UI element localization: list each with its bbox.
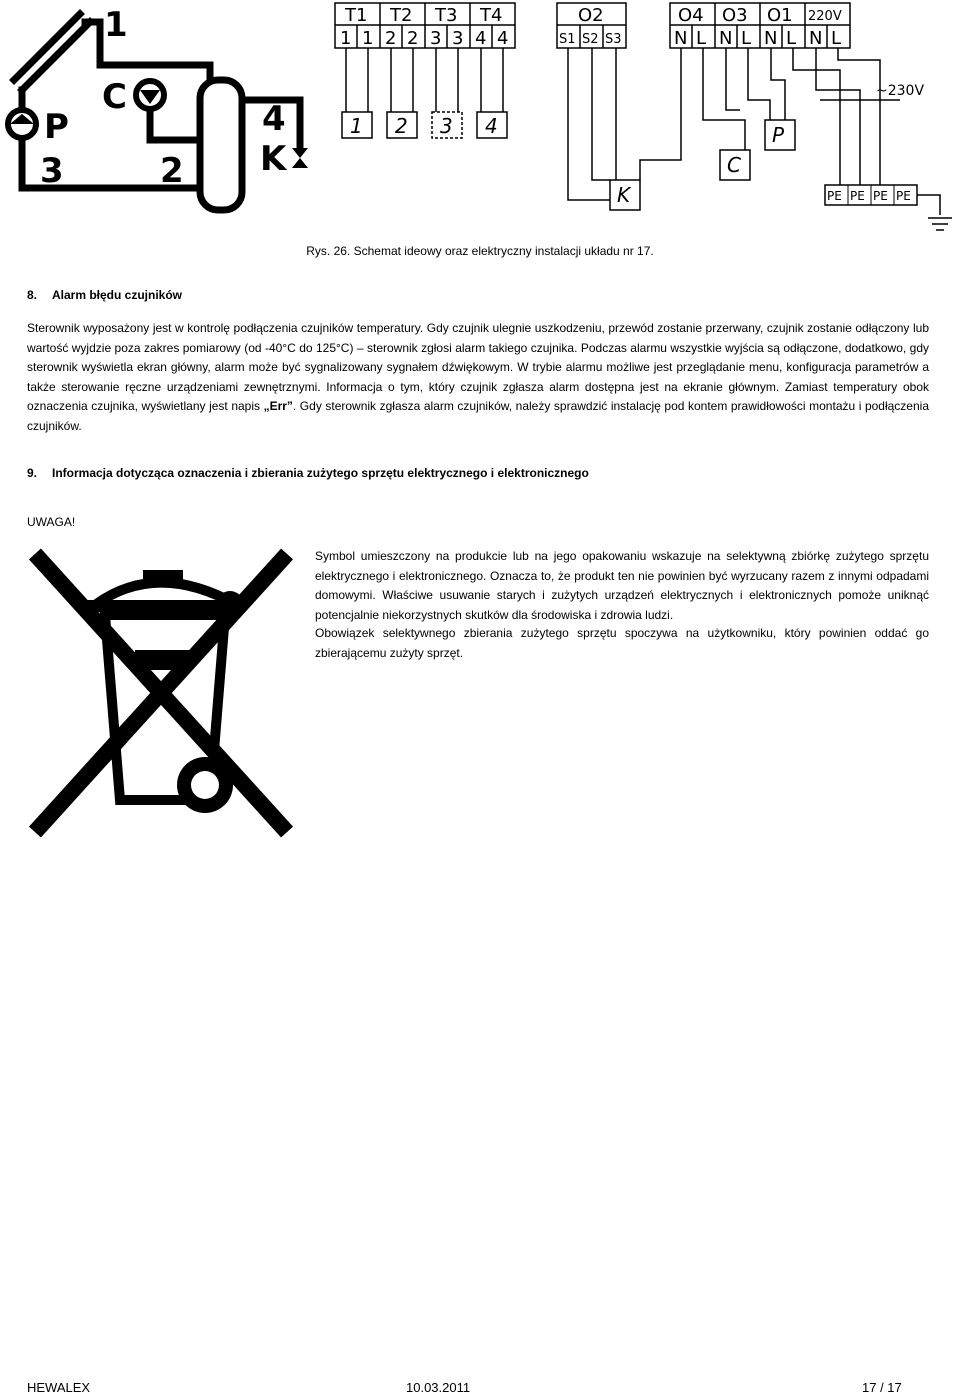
pin: N xyxy=(719,28,733,49)
o2-header: O2 xyxy=(578,5,604,26)
pe-pin: PE xyxy=(873,189,888,203)
pin: L xyxy=(741,28,752,49)
hydraulic-schematic xyxy=(0,0,320,225)
pin: 2 xyxy=(407,28,419,49)
section-8-text: Sterownik wyposażony jest w kontrolę podłączenia czujników temperatury. Gdy czujnik ulegnie uszkodzeniu, przewód zostanie przerwany, czujnik zostanie odłączony lub wartość wyjdzie poza zakres pomiarowy (od -40°C do 125°C) – sterownik zgłosi alarm takiego czujnika. Podczas alarmu wszystkie wyjścia są odłączone, dodatkowo, gdy sterownik wyświetla ekran główny, alarm może być sygnalizowany sygnałem dźwiękowym. W trybie alarmu możliwe jest przeglądanie menu, konfiguracja parametrów a także sterowanie ręczne urządzeniami zewnętrznymi. Informacja o tym, który czujnik zgłasza alarm dostępna jest na ekranie głównym. Zamiast temperatury obok oznaczenia czujnika, wyświetlany jest napis xyxy=(27,321,929,413)
tank-shape xyxy=(200,80,242,210)
label-tank: 4 xyxy=(262,99,286,139)
pin: 3 xyxy=(430,28,442,49)
pin: L xyxy=(786,28,797,49)
o3-header: O3 xyxy=(722,5,748,26)
pin: L xyxy=(831,28,842,49)
electrical-schematic xyxy=(320,0,960,240)
pe-pin: PE xyxy=(850,189,865,203)
pin: L xyxy=(696,28,707,49)
o4-header: O4 xyxy=(678,5,704,26)
supply-label: ~230V xyxy=(876,83,925,99)
pe-pin: PE xyxy=(896,189,911,203)
sensor-3: 3 xyxy=(440,114,453,138)
weee-paragraph-2: Obowiązek selektywnego zbierania zużytego sprzętu spoczywa na użytkowniku, który powinien oddać go zbierającemu zużyty sprzęt. xyxy=(315,626,929,660)
section-9-number: 9. xyxy=(27,466,38,480)
pin: N xyxy=(674,28,688,49)
pin: 3 xyxy=(452,28,464,49)
footer-brand: HEWALEX xyxy=(27,1380,91,1395)
weee-paragraph-1: Symbol umieszczony na produkcie lub na jego opakowaniu wskazuje na selektywną zbiórkę zużytego sprzętu elektrycznego i elektronicznego. Oznacza to, że produkt ten nie powinien być wyrzucany razem z innymi odpadami domowymi. Właściwe usuwanie starych i zużytych urządzeń elektrycznych i elektronicznych pomoże uniknąć potencjalnie niekorzystnych skutków dla środowiska i zdrowia ludzi. xyxy=(315,549,929,622)
footer-page-number: 17 / 17 xyxy=(862,1380,902,1395)
footer-date: 10.03.2011 xyxy=(406,1380,471,1395)
section-8-title: Alarm błędu czujników xyxy=(52,288,183,302)
label-circulation: C xyxy=(102,77,127,117)
pin: 2 xyxy=(385,28,397,49)
label-boiler: K xyxy=(260,139,287,179)
pin: S3 xyxy=(605,32,622,47)
section-8-number: 8. xyxy=(27,288,38,302)
sensor-2: 2 xyxy=(395,114,408,138)
section-8-body xyxy=(27,319,929,436)
label-collector: 1 xyxy=(104,5,128,45)
t3-header: T3 xyxy=(435,5,458,26)
pin: S1 xyxy=(559,32,576,47)
warning-label: UWAGA! xyxy=(27,515,76,529)
section-8-text-end: . Gdy sterownik zgłasza alarm czujników, należy sprawdzić instalację pod kontem prawidłowości montażu i podłączenia czujników. xyxy=(27,399,929,433)
pin: 1 xyxy=(362,28,374,49)
pin: S2 xyxy=(582,32,599,47)
pin: 4 xyxy=(497,28,509,49)
t4-header: T4 xyxy=(480,5,503,26)
220v-header: 220V xyxy=(808,9,842,24)
device-k: K xyxy=(617,183,631,207)
err-label: „Err” xyxy=(263,399,293,413)
t2-header: T2 xyxy=(390,5,413,26)
t1-header: T1 xyxy=(345,5,368,26)
device-p: P xyxy=(772,123,785,147)
o1-header: O1 xyxy=(767,5,793,26)
device-c: C xyxy=(727,153,741,177)
weee-crossed-bin-icon xyxy=(25,540,300,840)
section-9-title: Informacja dotycząca oznaczenia i zbierania zużytego sprzętu elektrycznego i elektronicznego xyxy=(52,466,589,480)
pe-pin: PE xyxy=(827,189,842,203)
label-pump: P xyxy=(44,107,69,147)
sensor-1: 1 xyxy=(350,114,363,138)
label-pump-group: 3 xyxy=(40,151,64,191)
pin: 1 xyxy=(340,28,352,49)
label-circuit: 2 xyxy=(160,151,184,191)
pin: N xyxy=(809,28,823,49)
figure-caption: Rys. 26. Schemat ideowy oraz elektryczny instalacji układu nr 17. xyxy=(306,244,654,258)
pin: N xyxy=(764,28,778,49)
pin: 4 xyxy=(475,28,487,49)
sensor-4: 4 xyxy=(485,114,498,138)
